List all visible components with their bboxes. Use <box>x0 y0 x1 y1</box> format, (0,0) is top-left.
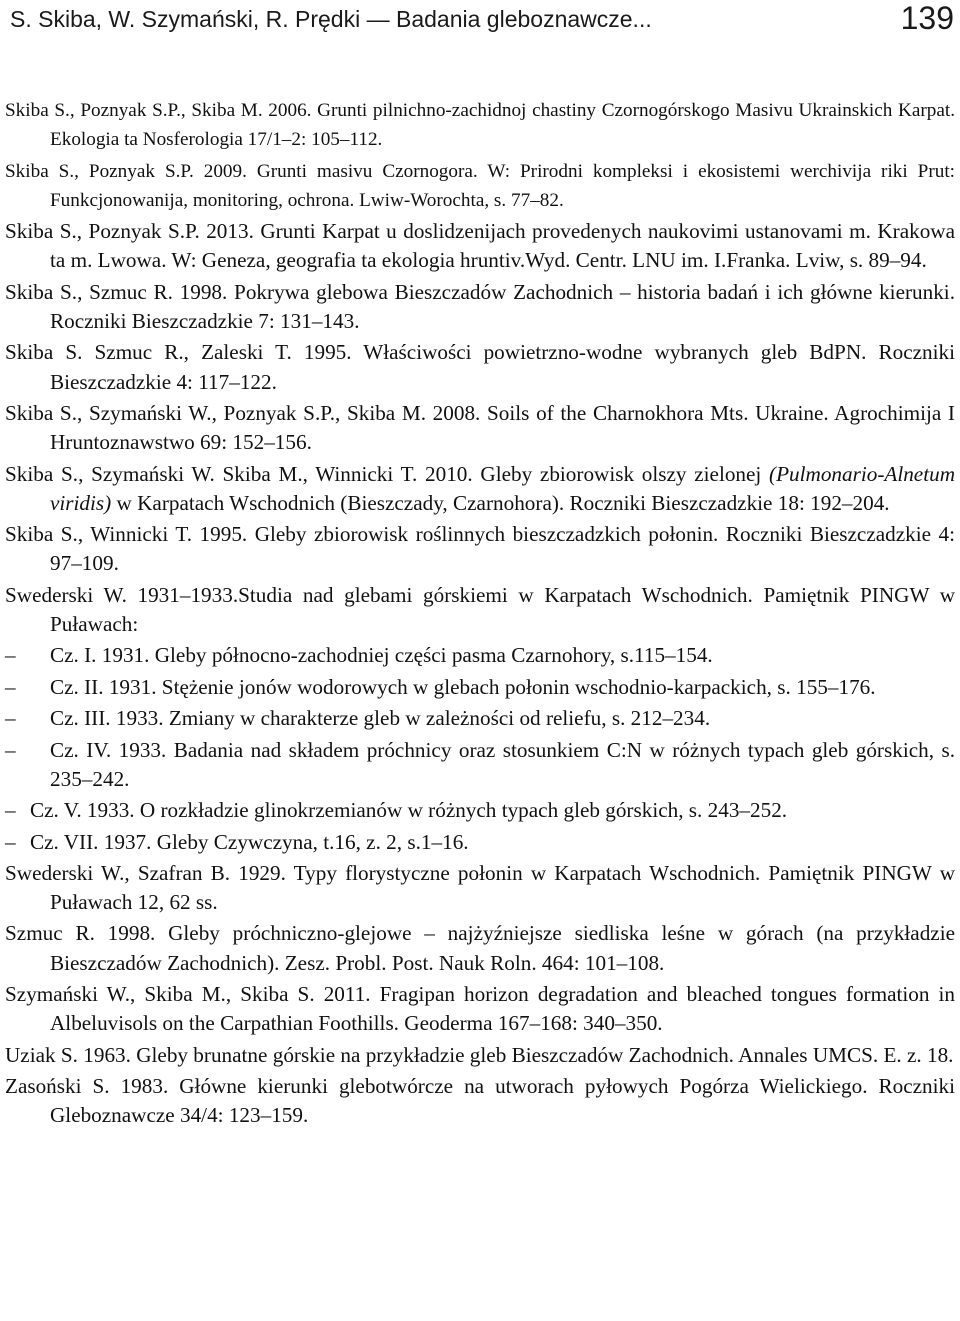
reference-text: Szymański W., Skiba M., Skiba S. 2011. Fragipan horizon degradation and bleached tongues formation in Albeluvisols on the Carpathian Foothills. Geoderma 167–168: 340–350. <box>5 982 955 1036</box>
reference-subentry <box>5 704 955 733</box>
running-header <box>0 0 960 48</box>
reference-subentry <box>5 828 955 857</box>
reference-text: Cz. VII. 1937. Gleby Czywczyna, t.16, z. 2, s.1–16. <box>30 829 469 854</box>
reference-text: Skiba S., Poznyak S.P. 2013. Grunti Karpat u doslidzenijach provedenych naukovimi ustanovami m. Krakowa ta m. Lwowa. W: Geneza, geografia ta ekologia hruntiv.Wyd. Centr. LNU im. I.Franka. Lviw, s. 89–94. <box>5 219 955 273</box>
reference-subentry <box>5 641 955 670</box>
reference-entry <box>5 520 955 578</box>
reference-subentry <box>5 673 955 702</box>
reference-list <box>5 96 955 1133</box>
dash-marker: – <box>5 706 16 731</box>
running-title: S. Skiba, W. Szymański, R. Prędki — Badania gleboznawcze... <box>10 6 652 32</box>
reference-entry <box>5 96 955 154</box>
reference-entry <box>5 278 955 336</box>
reference-text: Zasoński S. 1983. Główne kierunki glebotwórcze na utworach pyłowych Pogórza Wielickiego. Roczniki Gleboznawcze 34/4: 123–159. <box>5 1074 955 1128</box>
page-number: 139 <box>900 0 954 36</box>
reference-entry <box>5 581 955 639</box>
reference-text: Skiba S. Szmuc R., Zaleski T. 1995. Właściwości powietrzno-wodne wybranych gleb BdPN. Roczniki Bieszczadzkie 4: 117–122. <box>5 340 955 394</box>
reference-text: w Karpatach Wschodnich (Bieszczady, Czarnohora). Roczniki Bieszczadzkie 18: 192–204. <box>111 490 890 515</box>
reference-text: Skiba S., Szymański W., Poznyak S.P., Skiba M. 2008. Soils of the Charnokhora Mts. Ukraine. Agrochimija I Hruntoznawstwo 69: 152–156. <box>5 400 955 455</box>
reference-text: Cz. II. 1931. Stężenie jonów wodorowych w glebach połonin wschodnio-karpackich, s. 155–176. <box>50 674 876 699</box>
reference-text: Uziak S. 1963. Gleby brunatne górskie na przykładzie gleb Bieszczadów Zachodnich. Annales UMCS. E. z. 18. <box>5 1042 954 1067</box>
dash-marker: – <box>5 737 16 762</box>
reference-entry <box>5 980 955 1038</box>
reference-text: Cz. I. 1931. Gleby północno-zachodniej części pasma Czarnohory, s.115–154. <box>50 643 713 668</box>
reference-entry <box>5 338 955 396</box>
reference-subentry <box>5 796 955 825</box>
dash-marker: – <box>5 674 16 699</box>
reference-text: Swederski W. 1931–1933.Studia nad glebami górskiemi w Karpatach Wschodnich. Pamiętnik PINGW w Puławach: <box>5 582 955 636</box>
reference-italic-taxon: (Pulmonario-Alnetum viridis) <box>50 461 955 515</box>
dash-marker: – <box>5 798 16 823</box>
reference-entry <box>5 217 955 275</box>
dash-marker: – <box>5 643 16 668</box>
reference-entry <box>5 1041 955 1070</box>
reference-entry <box>5 399 955 457</box>
reference-text: Skiba S., Szymański W. Skiba M., Winnicki T. 2010. Gleby zbiorowisk olszy zielonej <box>5 461 770 486</box>
reference-text: Skiba S., Winnicki T. 1995. Gleby zbiorowisk roślinnych bieszczadzkich połonin. Roczniki Bieszczadzkie 4: 97–109. <box>5 522 955 576</box>
dash-marker: – <box>5 829 16 854</box>
reference-text: Skiba S., Poznyak S.P. 2009. Grunti masivu Czornogora. W: Prirodni kompleksi i ekosistemi werchivija riki Prut: Funkcjonowanija, monitoring, ochrona. Lwiw-Worochta, s. 77–82. <box>5 160 955 211</box>
reference-entry <box>5 157 955 215</box>
reference-entry <box>5 460 955 518</box>
reference-entry <box>5 859 955 917</box>
reference-entry <box>5 1072 955 1130</box>
reference-subentry <box>5 736 955 794</box>
reference-text: Cz. V. 1933. O rozkładzie glinokrzemianów w różnych typach gleb górskich, s. 243–252. <box>30 798 788 823</box>
reference-text: Skiba S., Poznyak S.P., Skiba M. 2006. Grunti pilnichno-zachidnoj chastiny Czornogórskogo Masivu Ukrainskich Karpat. Ekologia ta Nosferologia 17/1–2: 105–112. <box>5 100 955 151</box>
reference-text: Cz. IV. 1933. Badania nad składem próchnicy oraz stosunkiem C:N w różnych typach gleb górskich, s. 235–242. <box>50 737 955 791</box>
reference-text: Szmuc R. 1998. Gleby próchniczno-glejowe – najżyźniejsze siedliska leśne w górach (na przykładzie Bieszczadów Zachodnich). Zesz. Probl. Post. Nauk Roln. 464: 101–108. <box>5 921 955 975</box>
reference-text: Swederski W., Szafran B. 1929. Typy florystyczne połonin w Karpatach Wschodnich. Pamiętnik PINGW w Puławach 12, 62 ss. <box>5 860 955 915</box>
reference-text: Skiba S., Szmuc R. 1998. Pokrywa glebowa Bieszczadów Zachodnich – historia badań i ich główne kierunki. Roczniki Bieszczadzkie 7: 131–143. <box>5 279 955 333</box>
reference-text: Cz. III. 1933. Zmiany w charakterze gleb w zależności od reliefu, s. 212–234. <box>50 706 711 731</box>
reference-entry <box>5 919 955 977</box>
